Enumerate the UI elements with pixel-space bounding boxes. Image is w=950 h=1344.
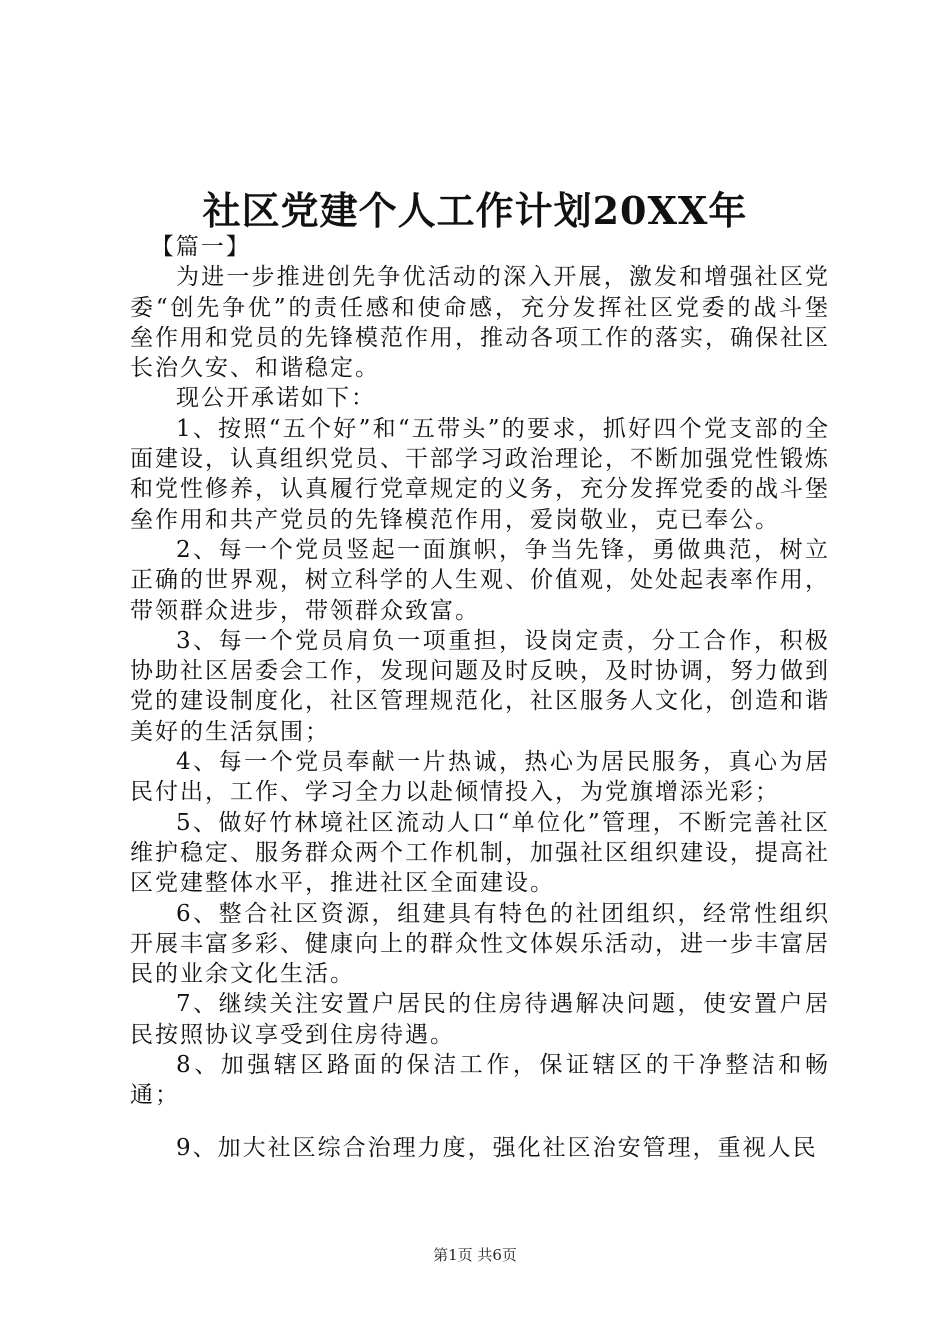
page-footer: 第1页 共6页 xyxy=(433,1246,517,1264)
section-label: 【篇一】 xyxy=(150,234,251,260)
paragraph-item-5: 5、做好竹林境社区流动人口“单位化”管理，不断完善社区维护稳定、服务群众两个工作机制，加强社区组织建设，提高社区党建整体水平，推进社区全面建设。 xyxy=(130,809,830,897)
paragraph-intro: 为进一步推进创先争优活动的深入开展，激发和增强社区党委“创先争优”的责任感和使命感，充分发挥社区党委的战斗堡垒作用和党员的先锋模范作用，推动各项工作的落实，确保社区长治久安、和谐稳定。 xyxy=(130,264,830,382)
paragraph-item-2: 2、每一个党员竖起一面旗帜，争当先锋，勇做典范，树立正确的世界观，树立科学的人生观、价值观，处处起表率作用，带领群众进步，带领群众致富。 xyxy=(130,536,830,624)
paragraph-item-7: 7、继续关注安置户居民的住房待遇解决问题，使安置户居民按照协议享受到住房待遇。 xyxy=(130,991,830,1048)
document-body xyxy=(130,232,830,1163)
paragraph-item-4: 4、每一个党员奉献一片热诚，热心为居民服务，真心为居民付出，工作、学习全力以赴倾情投入，为党旗增添光彩； xyxy=(130,749,830,806)
paragraph-item-8: 8、加强辖区路面的保洁工作，保证辖区的干净整洁和畅通； xyxy=(130,1052,830,1109)
paragraph-item-3: 3、每一个党员肩负一项重担，设岗定责，分工合作，积极协助社区居委会工作，发现问题及时反映，及时协调，努力做到党的建设制度化，社区管理规范化，社区服务人文化，创造和谐美好的生活氛围； xyxy=(130,627,830,745)
paragraph-item-1: 1、按照“五个好”和“五带头”的要求，抓好四个党支部的全面建设，认真组织党员、干部学习政治理论，不断加强党性锻炼和党性修养，认真履行党章规定的义务，充分发挥党委的战斗堡垒作用和共产党员的先锋模范作用，爱岗敬业，克已奉公。 xyxy=(130,415,830,533)
document-title: 社区党建个人工作计划20XX年 xyxy=(202,188,748,233)
paragraph-item-6: 6、整合社区资源，组建具有特色的社团组织，经常性组织开展丰富多彩、健康向上的群众性文体娱乐活动，进一步丰富居民的业余文化生活。 xyxy=(130,900,830,988)
paragraph-item-9: 9、加大社区综合治理力度，强化社区治安管理，重视人民 xyxy=(176,1134,818,1161)
paragraph-gap xyxy=(130,1111,830,1133)
paragraph-pledge-lead: 现公开承诺如下： xyxy=(176,385,376,412)
